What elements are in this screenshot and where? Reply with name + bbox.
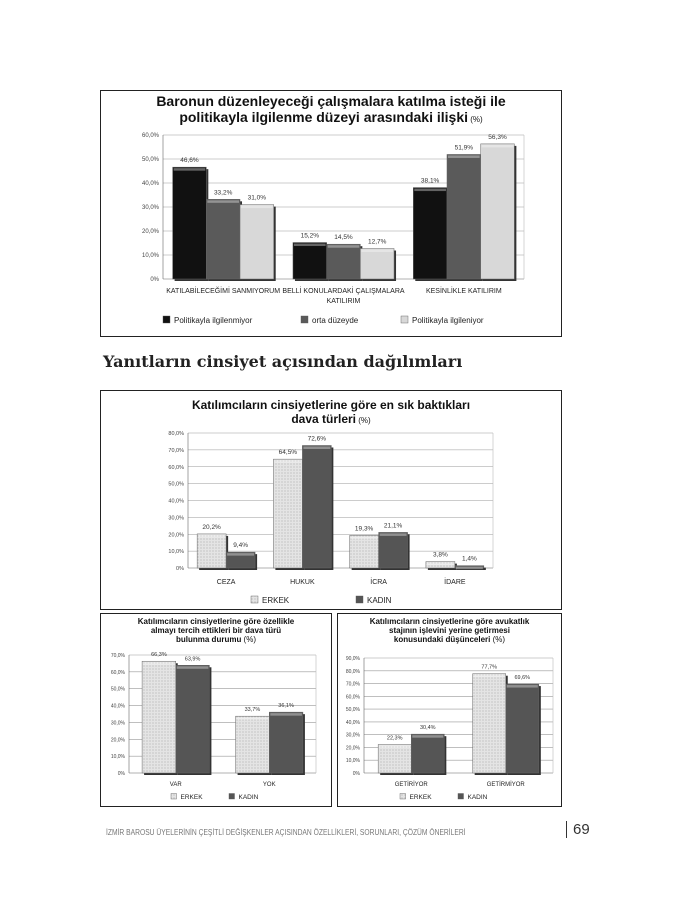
y-tick-label: 40,0%: [345, 719, 360, 726]
legend-label: ERKEK: [180, 794, 203, 801]
bar-kadin-geti-ri-yor: [411, 734, 444, 773]
bar-bevel: [380, 533, 407, 536]
bar-bevel: [351, 536, 378, 539]
y-tick-label: 80,0%: [345, 668, 360, 675]
x-category-label: KESİNLİKLE KATILIRIM: [425, 288, 502, 295]
bar-orta-du-zeyde-belli-konulardaki-c-alis-malara-katilirim: [327, 244, 361, 279]
y-tick-label: 10,0%: [141, 253, 159, 259]
bar-bevel: [412, 735, 443, 738]
chart-title-text: bulunma durumu: [176, 635, 242, 645]
bar-bevel: [474, 675, 505, 678]
chart-title-line: [101, 413, 561, 427]
y-tick-label: 60,0%: [110, 669, 125, 676]
legend-swatch: [400, 794, 406, 800]
data-label: 56,3%: [488, 133, 507, 141]
legend-swatch: [171, 794, 177, 800]
y-tick-label: 90,0%: [345, 656, 360, 662]
bar-kadin-hukuk: [302, 445, 331, 568]
y-tick-label: 30,0%: [168, 515, 184, 522]
bar-bevel: [361, 250, 393, 253]
bar-erkek-ceza: [197, 534, 226, 568]
chart-unit: (%): [490, 635, 506, 645]
y-tick-label: 0%: [117, 771, 125, 777]
bar-bevel: [241, 206, 273, 209]
data-label: 66,3%: [151, 652, 167, 659]
chart-title-line: [101, 93, 561, 109]
data-label: 33,7%: [244, 707, 261, 714]
data-label: 15,2%: [300, 232, 320, 240]
bar-kadin-var: [176, 665, 210, 773]
chart-title-line: [101, 109, 561, 125]
y-tick-label: 30,0%: [141, 205, 159, 211]
bar-bevel: [456, 567, 483, 570]
y-tick-label: 50,0%: [345, 707, 360, 714]
chart-title-line: [338, 626, 561, 635]
bar-kadin-yok: [269, 712, 303, 773]
y-tick-label: 30,0%: [345, 732, 360, 739]
chart-title-line: [101, 626, 331, 635]
chart-title-line: [338, 635, 561, 644]
y-tick-label: 20,0%: [345, 745, 360, 752]
page-number: 69: [566, 821, 590, 838]
data-label: 1,4%: [461, 555, 477, 563]
y-tick-label: 40,0%: [110, 703, 125, 710]
chart-title-text: almayı tercih ettikleri bir dava türü: [150, 626, 282, 636]
bar-bevel: [328, 245, 360, 248]
data-label: 63,9%: [184, 656, 201, 663]
data-label: 77,7%: [481, 664, 498, 671]
data-label: 12,7%: [367, 238, 387, 246]
y-tick-label: 60,0%: [345, 694, 360, 701]
bar-politikayla-ilgileniyor-kesi-nli-kle-katilirim: [481, 144, 515, 279]
y-tick-label: 60,0%: [141, 133, 159, 139]
y-tick-label: 70,0%: [345, 681, 360, 688]
x-category-label: GETİRİYOR: [394, 782, 428, 788]
y-tick-label: 50,0%: [141, 157, 159, 163]
chart-title: [101, 399, 561, 427]
bar-bevel: [482, 145, 514, 148]
legend-swatch: [356, 596, 363, 603]
bar-bevel: [227, 553, 254, 556]
bar-kadin-i-cra: [379, 532, 408, 568]
chart-title-text: stajının işlevini yerine getirmesi: [389, 626, 510, 636]
chart-title-line: [101, 635, 331, 644]
chart-title-text: Katılımcıların cinsiyetlerine göre avukatlık: [369, 617, 530, 626]
bar-erkek-hukuk: [273, 459, 302, 568]
legend-swatch: [163, 316, 170, 323]
y-tick-label: 60,0%: [168, 464, 184, 471]
bar-bevel: [507, 685, 538, 688]
x-category-label: VAR: [169, 782, 182, 788]
chart-participation-vs-politics: [100, 90, 562, 337]
data-label: 51,9%: [454, 144, 474, 152]
bar-erkek-var: [142, 661, 176, 773]
bar-erkek-i-cra: [350, 535, 379, 568]
bar-bevel: [303, 446, 330, 449]
data-label: 64,5%: [278, 449, 298, 457]
bar-politikayla-ilgileniyor-belli-konulardaki-c-alis-malara-katilirim: [360, 249, 394, 279]
data-label: 33,2%: [213, 189, 233, 197]
data-label: 14,5%: [334, 234, 353, 242]
chart-title-text: Katılımcıların cinsiyetlerine göre en sık baktıkları: [191, 398, 471, 412]
data-label: 19,3%: [354, 525, 374, 533]
bar-orta-du-zeyde-kesi-nli-kle-katilirim: [447, 154, 481, 279]
data-label: 3,8%: [432, 551, 448, 559]
bar-bevel: [294, 244, 326, 247]
chart-title-text: Baronun düzenleyeceği çalışmalara katılma isteği ile: [156, 93, 506, 109]
legend-label: Politikayla ilgilenmiyor: [174, 316, 253, 325]
chart-plot: [101, 91, 561, 336]
bar-bevel: [427, 563, 454, 566]
x-category-label: GETİRMİYOR: [486, 782, 525, 788]
data-label: 21,1%: [383, 522, 403, 530]
chart-internship-function-by-gender: [337, 613, 562, 807]
y-tick-label: 40,0%: [141, 181, 159, 187]
chart-unit: (%): [241, 635, 256, 645]
bar-politikayla-ilgileniyor-katilabi-leceg-i-mi-sanmiyorum: [240, 205, 274, 279]
bar-erkek-geti-rmi-yor: [473, 674, 506, 773]
y-tick-label: 0%: [150, 277, 159, 283]
bar-bevel: [207, 200, 239, 203]
bar-politikayla-ilgilenmiyor-kesi-nli-kle-katilirim: [413, 188, 447, 279]
y-tick-label: 50,0%: [110, 686, 125, 693]
data-label: 20,2%: [202, 523, 221, 531]
bar-bevel: [379, 746, 410, 749]
bar-kadin-geti-rmi-yor: [506, 684, 539, 773]
bar-bevel: [177, 666, 209, 669]
x-category-label: KATILIRIM: [326, 298, 361, 305]
bar-bevel: [198, 535, 225, 538]
section-heading: Yanıtların cinsiyet açısından dağılımları: [103, 352, 463, 371]
legend-swatch: [301, 316, 308, 323]
x-category-label: İDARE: [444, 579, 466, 586]
legend-label: ERKEK: [409, 794, 432, 801]
chart-title-line: [101, 399, 561, 413]
chart-preferred-case-type-by-gender: [100, 613, 332, 807]
bar-politikayla-ilgilenmiyor-belli-konulardaki-c-alis-malara-katilirim: [293, 243, 327, 279]
chart-title-text: konusundaki düşünceleri: [393, 635, 491, 645]
chart-case-types-by-gender: [100, 390, 562, 610]
y-tick-label: 20,0%: [141, 229, 159, 235]
chart-title-line: [338, 617, 561, 626]
data-label: 69,6%: [514, 675, 531, 682]
chart-title-text: dava türleri: [291, 411, 357, 426]
legend-label: Politikayla ilgileniyor: [412, 316, 484, 325]
y-tick-label: 70,0%: [168, 447, 184, 454]
bar-politikayla-ilgilenmiyor-katilabi-leceg-i-mi-sanmiyorum: [173, 167, 207, 279]
y-tick-label: 50,0%: [168, 481, 184, 488]
chart-title-text: politikayla ilgilenme düzeyi arasındaki ilişki: [179, 109, 468, 126]
data-label: 38,1%: [420, 177, 440, 185]
chart-title-text: Katılımcıların cinsiyetlerine göre özellikle: [137, 617, 295, 626]
y-tick-label: 20,0%: [168, 532, 184, 539]
bar-orta-du-zeyde-katilabi-leceg-i-mi-sanmiyorum: [206, 199, 240, 279]
x-category-label: CEZA: [216, 579, 236, 586]
bar-erkek-geti-ri-yor: [378, 745, 411, 773]
footer-text: İZMİR BAROSU ÜYELERİNİN ÇEŞİTLİ DEĞİŞKENLER AÇISINDAN ÖZELLİKLERİ, SORUNLARI, ÇÖZÜM ÖNERİLERİ: [106, 828, 466, 837]
bar-bevel: [174, 168, 206, 171]
chart-title-line: [101, 617, 331, 626]
chart-unit: (%): [356, 415, 371, 425]
y-tick-label: 70,0%: [110, 653, 125, 659]
legend-label: orta düzeyde: [312, 316, 359, 325]
legend-swatch: [458, 794, 464, 800]
data-label: 30,4%: [419, 725, 436, 732]
data-label: 36,1%: [278, 703, 294, 710]
x-category-label: KATILABİLECEĞİMİ SANMIYORUM: [166, 288, 281, 295]
data-label: 31,0%: [247, 194, 267, 202]
x-category-label: HUKUK: [290, 579, 315, 586]
bar-bevel: [237, 717, 269, 720]
x-category-label: İCRA: [370, 579, 387, 586]
x-category-label: BELLİ KONULARDAKİ ÇALIŞMALARA: [282, 288, 405, 295]
y-tick-label: 10,0%: [168, 549, 184, 556]
chart-title: [101, 93, 561, 125]
y-tick-label: 10,0%: [345, 758, 360, 765]
chart-title: [338, 617, 561, 645]
bar-bevel: [270, 713, 302, 716]
x-category-label: YOK: [262, 782, 276, 788]
y-tick-label: 10,0%: [110, 754, 125, 761]
data-label: 22,3%: [386, 735, 403, 742]
data-label: 46,6%: [180, 157, 199, 165]
legend-swatch: [401, 316, 408, 323]
bar-bevel: [143, 662, 175, 665]
y-tick-label: 20,0%: [110, 737, 125, 744]
y-tick-label: 0%: [176, 566, 184, 572]
chart-title: [101, 617, 331, 645]
legend-swatch: [251, 596, 258, 603]
bar-bevel: [274, 460, 301, 463]
y-tick-label: 40,0%: [168, 498, 184, 505]
legend-label: ERKEK: [262, 596, 290, 605]
bar-bevel: [448, 155, 480, 158]
data-label: 9,4%: [233, 542, 249, 550]
data-label: 72,6%: [307, 435, 327, 443]
y-tick-label: 30,0%: [110, 720, 125, 727]
legend-label: KADIN: [467, 794, 488, 801]
legend-swatch: [229, 794, 235, 800]
y-tick-label: 0%: [352, 771, 360, 777]
bar-bevel: [414, 189, 446, 192]
y-tick-label: 80,0%: [168, 431, 184, 437]
legend-label: KADIN: [238, 794, 259, 801]
chart-unit: (%): [468, 115, 483, 125]
legend-label: KADIN: [367, 596, 392, 605]
bar-erkek-yok: [236, 716, 270, 773]
